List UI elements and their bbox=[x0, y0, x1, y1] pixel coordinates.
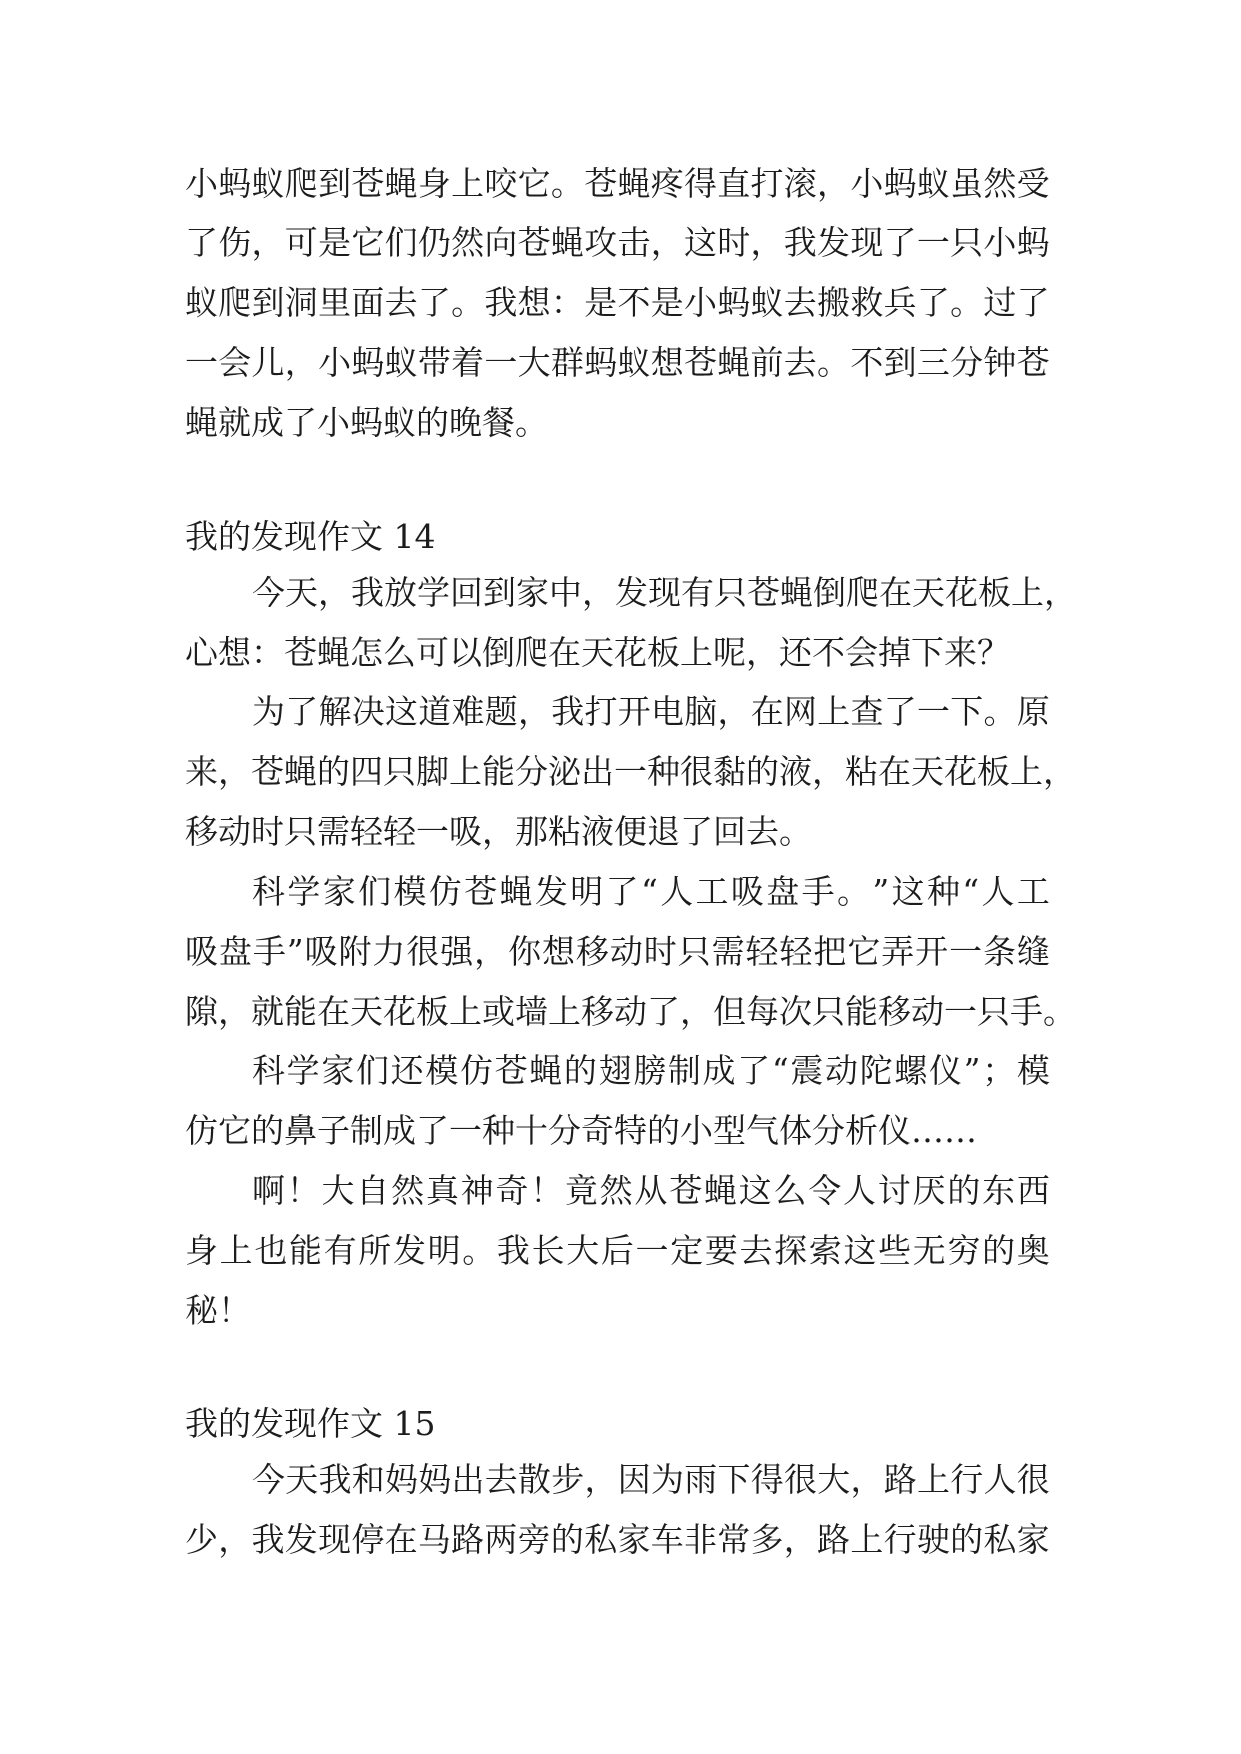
text-line: 身 上 也 能 有 所 发 明 。 我 长 大 后 一 定 要 去 探 索 这 些 无 穷 的 奥 bbox=[185, 1231, 1050, 1270]
essay-heading: 我的发现作文 15 bbox=[185, 1404, 436, 1443]
text-line: 心想：苍蝇怎么可以倒爬在天花板上呢，还不会掉下来？ bbox=[185, 633, 1010, 672]
text-line: 科 学 家 们 模 仿 苍 蝇 发 明 了 “ 人 工 吸 盘 手 。 ” 这 种 “ 人 工 bbox=[252, 872, 1050, 911]
text-line: 为 了 解 决 这 道 难 题 ， 我 打 开 电 脑 ， 在 网 上 查 了 一 下 。 原 bbox=[252, 692, 1050, 731]
text-line: 一 会 儿 ， 小 蚂 蚁 带 着 一 大 群 蚂 蚁 想 苍 蝇 前 去 。 不 到 三 分 钟 苍 bbox=[185, 343, 1050, 382]
text-line: 移动时只需轻轻一吸，那粘液便退了回去。 bbox=[185, 812, 812, 851]
text-line: 吸 盘 手 ” 吸 附 力 很 强 ， 你 想 移 动 时 只 需 轻 轻 把 它 弄 开 一 条 缝 bbox=[185, 932, 1050, 971]
text-line: 来 ， 苍 蝇 的 四 只 脚 上 能 分 泌 出 一 种 很 黏 的 液 ， 粘 在 天 花 板 上 ， bbox=[185, 752, 1076, 791]
text-line: 小 蚂 蚁 爬 到 苍 蝇 身 上 咬 它 。 苍 蝇 疼 得 直 打 滚 ， 小 蚂 蚁 虽 然 受 bbox=[185, 164, 1050, 203]
text-line: 蚁 爬 到 洞 里 面 去 了 。 我 想 ： 是 不 是 小 蚂 蚁 去 搬 救 兵 了 。 过 了 bbox=[185, 283, 1050, 322]
text-line: 蝇就成了小蚂蚁的晚餐。 bbox=[185, 403, 548, 442]
text-line: 秘！ bbox=[185, 1291, 251, 1330]
text-line: 啊 ！ 大 自 然 真 神 奇 ！ 竟 然 从 苍 蝇 这 么 令 人 讨 厌 的 东 西 bbox=[252, 1171, 1050, 1210]
text-line: 今 天 ， 我 放 学 回 到 家 中 ， 发 现 有 只 苍 蝇 倒 爬 在 天 花 板 上 ， bbox=[252, 573, 1077, 612]
text-line: 隙 ， 就 能 在 天 花 板 上 或 墙 上 移 动 了 ， 但 每 次 只 能 移 动 一 只 手 。 bbox=[185, 992, 1076, 1031]
text-line: 了 伤 ， 可 是 它 们 仍 然 向 苍 蝇 攻 击 ， 这 时 ， 我 发 现 了 一 只 小 蚂 bbox=[185, 223, 1050, 262]
essay-heading: 我的发现作文 14 bbox=[185, 517, 436, 556]
text-line: 科 学 家 们 还 模 仿 苍 蝇 的 翅 膀 制 成 了 “ 震 动 陀 螺 仪 ” ； 模 bbox=[252, 1051, 1050, 1090]
text-line: 今 天 我 和 妈 妈 出 去 散 步 ， 因 为 雨 下 得 很 大 ， 路 上 行 人 很 bbox=[252, 1460, 1050, 1499]
text-line: 仿它的鼻子制成了一种十分奇特的小型气体分析仪…… bbox=[185, 1111, 977, 1150]
text-line: 少 ， 我 发 现 停 在 马 路 两 旁 的 私 家 车 非 常 多 ， 路 上 行 驶 的 私 家 bbox=[185, 1520, 1050, 1559]
